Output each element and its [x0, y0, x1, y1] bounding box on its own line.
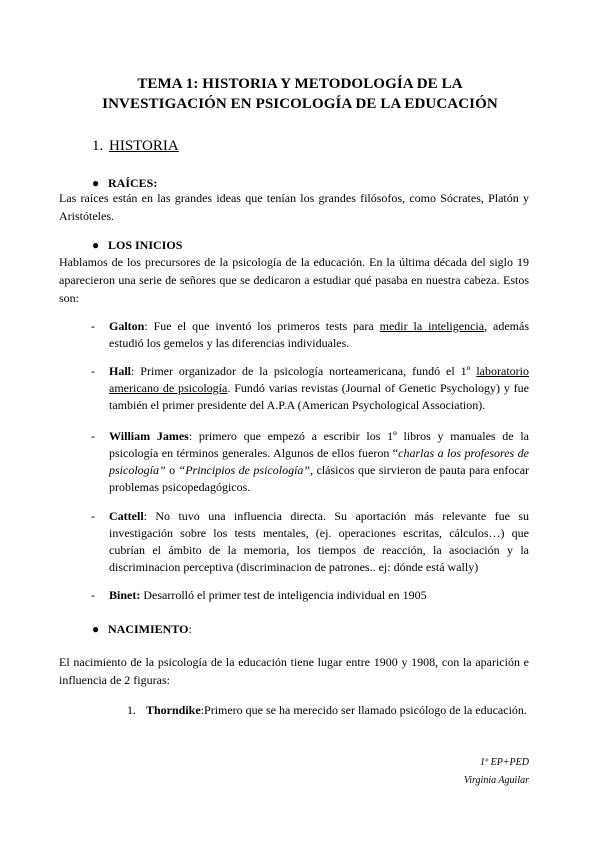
italic-title: charlas a los profesores de psicología”	[109, 446, 529, 477]
inicios-heading	[92, 238, 182, 253]
item-text: Desarrolló el primer test de inteligencia individual en 1905	[140, 588, 427, 602]
person-name: Hall	[109, 364, 132, 378]
item-text: :Primero que se ha merecido ser llamado psicólogo de la educación.	[200, 703, 527, 717]
item-text: , clásicos que sirvieron de pauta para enfocar problemas psicopedagógicos.	[109, 463, 530, 494]
inicios-heading-label: LOS INICIOS	[108, 238, 183, 252]
item-text: , además estudió los gemelos y las diferencias individuales.	[109, 319, 529, 350]
section-number: 1.	[92, 138, 104, 154]
item-text: : primero que empezó a escribir los 1º libros y manuales de la psicología en términos generales. Algunos de ellos fueron “	[109, 429, 529, 460]
nacimiento-heading-label: NACIMIENTO	[108, 622, 189, 636]
nacimiento-heading	[92, 622, 192, 637]
raices-heading-label: RAÍCES:	[108, 176, 158, 190]
underlined-term: laboratorio americano de psicología	[109, 364, 529, 395]
person-name: Galton	[109, 319, 145, 333]
title-line-1: TEMA 1: HISTORIA Y METODOLOGÍA DE LA	[137, 76, 463, 92]
inicios-paragraph: Hablamos de los precursores de la psicología de la educación. En la última década del siglo 19 aparecieron una serie de señores que se dedicaron a estudiar qué pasaba en nuestra cabeza. Estos son:	[59, 255, 529, 305]
footer-course: 1º EP+PED	[479, 757, 529, 768]
item-text: . Fundó varias revistas (Journal of Genetic Psychology) y fue también el primer presidente del A.P.A (American Psychological Association).	[109, 381, 530, 412]
page-title	[70, 74, 530, 114]
person-name: Binet:	[109, 588, 141, 602]
dash-marker: -	[91, 319, 95, 333]
dash-marker: -	[91, 509, 95, 523]
underlined-term: medir la inteligencia	[379, 319, 485, 333]
bullet-icon: ●	[92, 176, 100, 190]
section-heading-historia	[92, 138, 179, 155]
dash-marker: -	[91, 588, 95, 602]
bullet-icon: ●	[92, 238, 100, 252]
title-line-2: INVESTIGACIÓN EN PSICOLOGÍA DE LA EDUCACIÓN	[102, 96, 498, 112]
person-name: Cattell	[109, 509, 144, 523]
item-text: : Primer organizador de la psicología norteamericana, fundó el 1º	[131, 364, 477, 378]
section-label: HISTORIA	[109, 138, 179, 154]
item-number: 1.	[127, 703, 136, 717]
dash-marker: -	[91, 364, 95, 378]
item-text: : No tuvo una influencia directa. Su aportación más relevante fue su investigación sobre los tests mentales, (ej. operaciones escritas, cálculos…) que cubrían el ámbito de la memoria, los tiempos de reacción, la asociación y la discriminacion perceptiva (discriminacion de patrones.. ej: dónde está wally)	[109, 509, 529, 574]
bullet-icon: ●	[92, 622, 100, 636]
italic-title: “Principios de psicología”	[178, 463, 311, 477]
person-name: Thorndike	[146, 703, 201, 717]
person-name: William James	[109, 429, 189, 443]
heading-colon: :	[188, 622, 192, 636]
dash-marker: -	[91, 429, 95, 443]
nacimiento-paragraph: El nacimiento de la psicología de la educación tiene lugar entre 1900 y 1908, con la aparición e influencia de 2 figuras:	[59, 655, 529, 687]
item-text: o	[165, 463, 179, 477]
item-text: : Fue el que inventó los primeros tests para	[144, 319, 380, 333]
footer-author: Virginia Aguilar	[463, 775, 529, 786]
page-footer	[464, 754, 529, 790]
raices-paragraph: Las raíces están en las grandes ideas que tenían los grandes filósofos, como Sócrates, Platón y Aristóteles.	[59, 191, 529, 223]
